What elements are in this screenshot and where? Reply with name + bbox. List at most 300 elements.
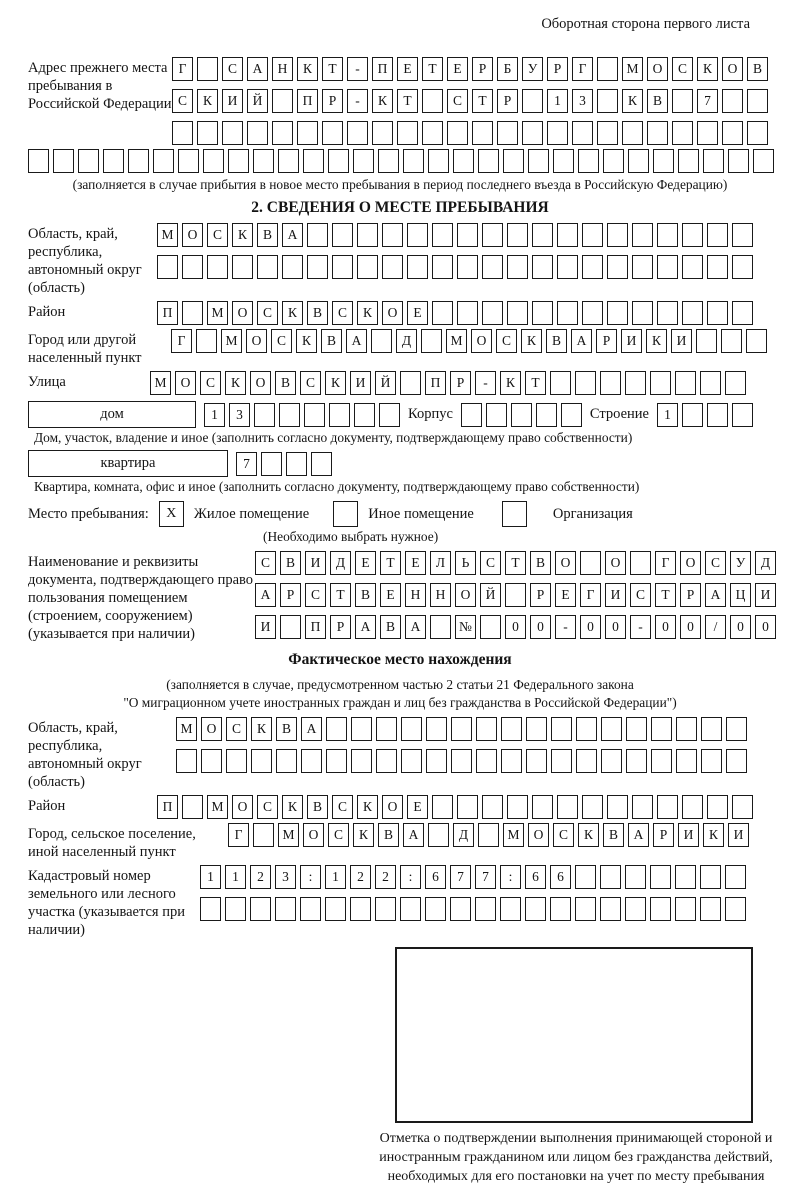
- char-box[interactable]: О: [303, 823, 324, 847]
- char-box[interactable]: [550, 897, 571, 921]
- char-box[interactable]: О: [555, 551, 576, 575]
- char-box[interactable]: Т: [472, 89, 493, 113]
- char-box[interactable]: [707, 301, 728, 325]
- char-box[interactable]: 0: [580, 615, 601, 639]
- char-box[interactable]: К: [697, 57, 718, 81]
- char-box[interactable]: О: [605, 551, 626, 575]
- char-box[interactable]: [551, 717, 572, 741]
- char-box[interactable]: С: [480, 551, 501, 575]
- char-box[interactable]: В: [603, 823, 624, 847]
- char-box[interactable]: Е: [405, 551, 426, 575]
- char-box[interactable]: С: [172, 89, 193, 113]
- char-box[interactable]: [607, 301, 628, 325]
- char-box[interactable]: С: [705, 551, 726, 575]
- char-box[interactable]: [78, 149, 99, 173]
- char-box[interactable]: К: [521, 329, 542, 353]
- char-box[interactable]: У: [730, 551, 751, 575]
- char-box[interactable]: [507, 223, 528, 247]
- char-box[interactable]: [280, 615, 301, 639]
- char-box[interactable]: К: [357, 795, 378, 819]
- char-box[interactable]: [682, 255, 703, 279]
- char-box[interactable]: С: [332, 795, 353, 819]
- char-box[interactable]: О: [250, 371, 271, 395]
- char-box[interactable]: [532, 301, 553, 325]
- char-box[interactable]: Г: [572, 57, 593, 81]
- char-box[interactable]: Р: [596, 329, 617, 353]
- char-box[interactable]: [428, 149, 449, 173]
- char-box[interactable]: К: [282, 301, 303, 325]
- char-box[interactable]: -: [347, 89, 368, 113]
- char-box[interactable]: [603, 149, 624, 173]
- char-box[interactable]: [332, 223, 353, 247]
- char-box[interactable]: Д: [755, 551, 776, 575]
- char-box[interactable]: К: [372, 89, 393, 113]
- char-box[interactable]: -: [555, 615, 576, 639]
- char-box[interactable]: [622, 121, 643, 145]
- char-box[interactable]: [700, 865, 721, 889]
- char-box[interactable]: 6: [525, 865, 546, 889]
- char-box[interactable]: [182, 301, 203, 325]
- char-box[interactable]: 1: [200, 865, 221, 889]
- char-box[interactable]: -: [347, 57, 368, 81]
- char-box[interactable]: [657, 223, 678, 247]
- char-box[interactable]: Р: [653, 823, 674, 847]
- char-box[interactable]: П: [297, 89, 318, 113]
- char-box[interactable]: [476, 717, 497, 741]
- char-box[interactable]: П: [425, 371, 446, 395]
- char-box[interactable]: [397, 121, 418, 145]
- char-box[interactable]: [522, 121, 543, 145]
- char-box[interactable]: [532, 795, 553, 819]
- char-box[interactable]: [378, 149, 399, 173]
- char-box[interactable]: М: [207, 795, 228, 819]
- char-box[interactable]: П: [157, 301, 178, 325]
- char-box[interactable]: Й: [480, 583, 501, 607]
- char-box[interactable]: К: [325, 371, 346, 395]
- char-box[interactable]: [276, 749, 297, 773]
- char-box[interactable]: 7: [236, 452, 257, 476]
- char-box[interactable]: 7: [475, 865, 496, 889]
- char-box[interactable]: К: [225, 371, 246, 395]
- char-box[interactable]: И: [255, 615, 276, 639]
- char-box[interactable]: [607, 795, 628, 819]
- char-box[interactable]: [507, 255, 528, 279]
- char-box[interactable]: [251, 749, 272, 773]
- char-box[interactable]: В: [307, 795, 328, 819]
- char-box[interactable]: [747, 121, 768, 145]
- char-box[interactable]: [503, 149, 524, 173]
- char-box[interactable]: [557, 223, 578, 247]
- char-box[interactable]: [478, 149, 499, 173]
- char-box[interactable]: Н: [405, 583, 426, 607]
- char-box[interactable]: [476, 749, 497, 773]
- char-box[interactable]: [222, 121, 243, 145]
- char-box[interactable]: [600, 865, 621, 889]
- char-box[interactable]: О: [182, 223, 203, 247]
- char-box[interactable]: [357, 255, 378, 279]
- char-box[interactable]: 0: [730, 615, 751, 639]
- char-box[interactable]: А: [255, 583, 276, 607]
- char-box[interactable]: 2: [250, 865, 271, 889]
- char-box[interactable]: А: [405, 615, 426, 639]
- char-box[interactable]: [725, 371, 746, 395]
- char-box[interactable]: Е: [407, 301, 428, 325]
- char-box[interactable]: [532, 255, 553, 279]
- char-box[interactable]: [261, 452, 282, 476]
- char-box[interactable]: [572, 121, 593, 145]
- char-box[interactable]: [486, 403, 507, 427]
- char-box[interactable]: [707, 255, 728, 279]
- char-box[interactable]: [451, 717, 472, 741]
- char-box[interactable]: Л: [430, 551, 451, 575]
- char-box[interactable]: [232, 255, 253, 279]
- char-box[interactable]: [250, 897, 271, 921]
- char-box[interactable]: 0: [755, 615, 776, 639]
- char-box[interactable]: [426, 717, 447, 741]
- char-box[interactable]: [557, 301, 578, 325]
- char-box[interactable]: [650, 371, 671, 395]
- char-box[interactable]: 2: [350, 865, 371, 889]
- char-box[interactable]: [726, 749, 747, 773]
- char-box[interactable]: [457, 255, 478, 279]
- char-box[interactable]: [600, 371, 621, 395]
- char-box[interactable]: М: [157, 223, 178, 247]
- char-box[interactable]: И: [350, 371, 371, 395]
- char-box[interactable]: [307, 255, 328, 279]
- char-box[interactable]: [482, 223, 503, 247]
- char-box[interactable]: 1: [325, 865, 346, 889]
- char-box[interactable]: [528, 149, 549, 173]
- char-box[interactable]: [550, 371, 571, 395]
- char-box[interactable]: 1: [547, 89, 568, 113]
- char-box[interactable]: М: [278, 823, 299, 847]
- char-box[interactable]: К: [296, 329, 317, 353]
- char-box[interactable]: О: [722, 57, 743, 81]
- char-box[interactable]: С: [207, 223, 228, 247]
- char-box[interactable]: [732, 255, 753, 279]
- char-box[interactable]: К: [282, 795, 303, 819]
- char-box[interactable]: К: [500, 371, 521, 395]
- char-box[interactable]: [561, 403, 582, 427]
- char-box[interactable]: [128, 149, 149, 173]
- char-box[interactable]: 3: [572, 89, 593, 113]
- char-box[interactable]: [376, 717, 397, 741]
- char-box[interactable]: [582, 795, 603, 819]
- char-box[interactable]: 0: [655, 615, 676, 639]
- char-box[interactable]: Й: [375, 371, 396, 395]
- char-box[interactable]: А: [571, 329, 592, 353]
- char-box[interactable]: К: [251, 717, 272, 741]
- char-box[interactable]: [301, 749, 322, 773]
- char-box[interactable]: С: [257, 795, 278, 819]
- char-box[interactable]: [257, 255, 278, 279]
- char-box[interactable]: [607, 255, 628, 279]
- char-box[interactable]: С: [226, 717, 247, 741]
- char-box[interactable]: [505, 583, 526, 607]
- char-box[interactable]: [675, 865, 696, 889]
- char-box[interactable]: [350, 897, 371, 921]
- char-box[interactable]: С: [222, 57, 243, 81]
- char-box[interactable]: [526, 717, 547, 741]
- char-box[interactable]: Б: [497, 57, 518, 81]
- char-box[interactable]: [351, 749, 372, 773]
- char-box[interactable]: [532, 223, 553, 247]
- char-box[interactable]: [630, 551, 651, 575]
- char-box[interactable]: С: [332, 301, 353, 325]
- char-box[interactable]: М: [176, 717, 197, 741]
- char-box[interactable]: В: [321, 329, 342, 353]
- char-box[interactable]: А: [282, 223, 303, 247]
- char-box[interactable]: [351, 717, 372, 741]
- char-box[interactable]: М: [150, 371, 171, 395]
- char-box[interactable]: [325, 897, 346, 921]
- char-box[interactable]: [461, 403, 482, 427]
- char-box[interactable]: [428, 823, 449, 847]
- char-box[interactable]: А: [346, 329, 367, 353]
- char-box[interactable]: -: [475, 371, 496, 395]
- char-box[interactable]: 1: [657, 403, 678, 427]
- char-box[interactable]: [553, 149, 574, 173]
- char-box[interactable]: [447, 121, 468, 145]
- char-box[interactable]: [157, 255, 178, 279]
- char-box[interactable]: В: [275, 371, 296, 395]
- char-box[interactable]: [682, 403, 703, 427]
- char-box[interactable]: [28, 149, 49, 173]
- char-box[interactable]: [675, 371, 696, 395]
- char-box[interactable]: В: [257, 223, 278, 247]
- char-box[interactable]: [557, 255, 578, 279]
- char-box[interactable]: [722, 121, 743, 145]
- char-box[interactable]: К: [357, 301, 378, 325]
- char-box[interactable]: М: [207, 301, 228, 325]
- char-box[interactable]: [272, 89, 293, 113]
- char-box[interactable]: [332, 255, 353, 279]
- char-box[interactable]: [401, 749, 422, 773]
- char-box[interactable]: И: [728, 823, 749, 847]
- char-box[interactable]: Е: [407, 795, 428, 819]
- char-box[interactable]: [575, 897, 596, 921]
- char-box[interactable]: П: [372, 57, 393, 81]
- char-box[interactable]: Й: [247, 89, 268, 113]
- char-box[interactable]: [551, 749, 572, 773]
- char-box[interactable]: [676, 717, 697, 741]
- char-box[interactable]: [357, 223, 378, 247]
- char-box[interactable]: [322, 121, 343, 145]
- char-box[interactable]: И: [678, 823, 699, 847]
- char-box[interactable]: [297, 121, 318, 145]
- char-box[interactable]: К: [622, 89, 643, 113]
- char-box[interactable]: О: [232, 301, 253, 325]
- char-box[interactable]: А: [247, 57, 268, 81]
- char-box[interactable]: [626, 717, 647, 741]
- char-box[interactable]: [625, 371, 646, 395]
- char-box[interactable]: О: [175, 371, 196, 395]
- char-box[interactable]: [432, 223, 453, 247]
- char-box[interactable]: [226, 749, 247, 773]
- char-box[interactable]: [172, 121, 193, 145]
- char-box[interactable]: [451, 749, 472, 773]
- char-box[interactable]: [279, 403, 300, 427]
- char-box[interactable]: [326, 749, 347, 773]
- char-box[interactable]: [672, 89, 693, 113]
- char-box[interactable]: С: [200, 371, 221, 395]
- checkbox-organizaciya[interactable]: [502, 501, 527, 527]
- char-box[interactable]: И: [671, 329, 692, 353]
- char-box[interactable]: Р: [280, 583, 301, 607]
- char-box[interactable]: В: [276, 717, 297, 741]
- char-box[interactable]: Т: [330, 583, 351, 607]
- char-box[interactable]: И: [222, 89, 243, 113]
- char-box[interactable]: В: [307, 301, 328, 325]
- char-box[interactable]: [597, 121, 618, 145]
- char-box[interactable]: Г: [655, 551, 676, 575]
- char-box[interactable]: Т: [655, 583, 676, 607]
- char-box[interactable]: [430, 615, 451, 639]
- char-box[interactable]: А: [355, 615, 376, 639]
- char-box[interactable]: [632, 223, 653, 247]
- char-box[interactable]: Т: [397, 89, 418, 113]
- char-box[interactable]: [703, 149, 724, 173]
- char-box[interactable]: [597, 89, 618, 113]
- char-box[interactable]: [582, 223, 603, 247]
- char-box[interactable]: [625, 865, 646, 889]
- char-box[interactable]: К: [646, 329, 667, 353]
- char-box[interactable]: [375, 897, 396, 921]
- char-box[interactable]: [676, 749, 697, 773]
- char-box[interactable]: К: [232, 223, 253, 247]
- char-box[interactable]: [103, 149, 124, 173]
- char-box[interactable]: П: [305, 615, 326, 639]
- char-box[interactable]: И: [305, 551, 326, 575]
- char-box[interactable]: [511, 403, 532, 427]
- char-box[interactable]: [400, 897, 421, 921]
- char-box[interactable]: [700, 371, 721, 395]
- char-box[interactable]: -: [630, 615, 651, 639]
- char-box[interactable]: Т: [505, 551, 526, 575]
- char-box[interactable]: С: [300, 371, 321, 395]
- char-box[interactable]: [697, 121, 718, 145]
- char-box[interactable]: [457, 223, 478, 247]
- char-box[interactable]: [272, 121, 293, 145]
- char-box[interactable]: [746, 329, 767, 353]
- char-box[interactable]: [426, 749, 447, 773]
- char-box[interactable]: У: [522, 57, 543, 81]
- char-box[interactable]: Р: [322, 89, 343, 113]
- char-box[interactable]: М: [446, 329, 467, 353]
- char-box[interactable]: [421, 329, 442, 353]
- char-box[interactable]: [650, 865, 671, 889]
- char-box[interactable]: 6: [550, 865, 571, 889]
- char-box[interactable]: А: [628, 823, 649, 847]
- char-box[interactable]: [482, 795, 503, 819]
- char-box[interactable]: [457, 301, 478, 325]
- char-box[interactable]: [632, 795, 653, 819]
- char-box[interactable]: [422, 89, 443, 113]
- char-box[interactable]: Д: [396, 329, 417, 353]
- char-box[interactable]: [507, 795, 528, 819]
- char-box[interactable]: В: [747, 57, 768, 81]
- char-box[interactable]: Е: [447, 57, 468, 81]
- char-box[interactable]: [682, 795, 703, 819]
- char-box[interactable]: К: [197, 89, 218, 113]
- char-box[interactable]: 0: [680, 615, 701, 639]
- char-box[interactable]: [450, 897, 471, 921]
- char-box[interactable]: 0: [505, 615, 526, 639]
- char-box[interactable]: [326, 717, 347, 741]
- char-box[interactable]: [453, 149, 474, 173]
- char-box[interactable]: С: [630, 583, 651, 607]
- char-box[interactable]: [501, 749, 522, 773]
- char-box[interactable]: М: [622, 57, 643, 81]
- char-box[interactable]: 3: [229, 403, 250, 427]
- char-box[interactable]: [682, 301, 703, 325]
- char-box[interactable]: [480, 615, 501, 639]
- char-box[interactable]: [632, 301, 653, 325]
- checkbox-inoe[interactable]: [333, 501, 358, 527]
- char-box[interactable]: [347, 121, 368, 145]
- char-box[interactable]: [501, 717, 522, 741]
- char-box[interactable]: [707, 795, 728, 819]
- char-box[interactable]: К: [703, 823, 724, 847]
- char-box[interactable]: [625, 897, 646, 921]
- char-box[interactable]: О: [647, 57, 668, 81]
- char-box[interactable]: Е: [397, 57, 418, 81]
- char-box[interactable]: С: [305, 583, 326, 607]
- char-box[interactable]: А: [705, 583, 726, 607]
- char-box[interactable]: О: [528, 823, 549, 847]
- char-box[interactable]: [576, 717, 597, 741]
- char-box[interactable]: Ц: [730, 583, 751, 607]
- char-box[interactable]: О: [382, 795, 403, 819]
- char-box[interactable]: О: [471, 329, 492, 353]
- char-box[interactable]: [432, 795, 453, 819]
- char-box[interactable]: [725, 897, 746, 921]
- char-box[interactable]: [557, 795, 578, 819]
- char-box[interactable]: [182, 795, 203, 819]
- char-box[interactable]: Р: [450, 371, 471, 395]
- char-box[interactable]: Г: [228, 823, 249, 847]
- char-box[interactable]: 0: [530, 615, 551, 639]
- char-box[interactable]: В: [546, 329, 567, 353]
- char-box[interactable]: О: [201, 717, 222, 741]
- char-box[interactable]: [578, 149, 599, 173]
- char-box[interactable]: [478, 823, 499, 847]
- char-box[interactable]: [253, 149, 274, 173]
- char-box[interactable]: Р: [530, 583, 551, 607]
- char-box[interactable]: В: [280, 551, 301, 575]
- char-box[interactable]: [500, 897, 521, 921]
- char-box[interactable]: [707, 223, 728, 247]
- char-box[interactable]: [526, 749, 547, 773]
- char-box[interactable]: [203, 149, 224, 173]
- char-box[interactable]: Г: [171, 329, 192, 353]
- char-box[interactable]: М: [503, 823, 524, 847]
- char-box[interactable]: С: [672, 57, 693, 81]
- char-box[interactable]: В: [378, 823, 399, 847]
- char-box[interactable]: С: [257, 301, 278, 325]
- char-box[interactable]: К: [578, 823, 599, 847]
- char-box[interactable]: [632, 255, 653, 279]
- char-box[interactable]: С: [328, 823, 349, 847]
- char-box[interactable]: [328, 149, 349, 173]
- char-box[interactable]: [601, 717, 622, 741]
- char-box[interactable]: [196, 329, 217, 353]
- char-box[interactable]: И: [755, 583, 776, 607]
- char-box[interactable]: С: [271, 329, 292, 353]
- char-box[interactable]: [371, 329, 392, 353]
- char-box[interactable]: [682, 223, 703, 247]
- char-box[interactable]: [725, 865, 746, 889]
